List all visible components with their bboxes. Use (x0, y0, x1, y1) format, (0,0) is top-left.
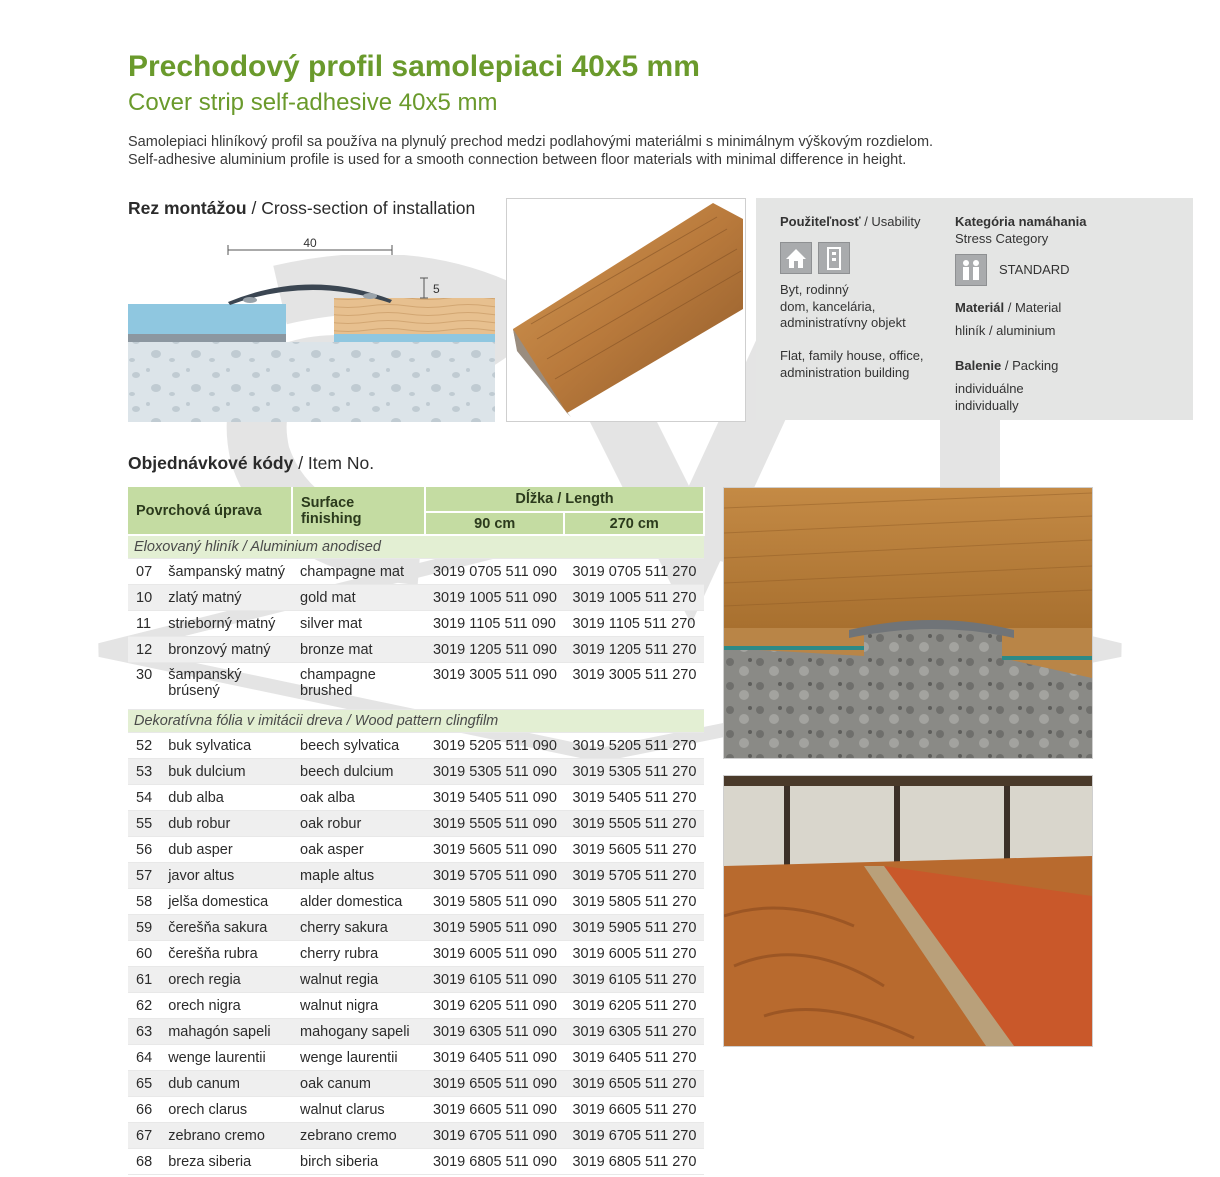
item-number: 10 (128, 585, 160, 611)
table-row (128, 889, 704, 915)
code-90cm: 3019 5305 511 090 (425, 759, 565, 785)
intro-en: Self-adhesive aluminium profile is used for a smooth connection between floor materials with minimal difference in height. (128, 152, 907, 168)
finish-sk: zlatý matný (160, 585, 292, 611)
code-90cm: 3019 6305 511 090 (425, 1019, 565, 1045)
code-90cm: 3019 6605 511 090 (425, 1097, 565, 1123)
column-header-length: Dĺžka / Length (425, 487, 704, 512)
finish-sk: dub canum (160, 1071, 292, 1097)
finish-en: oak canum (292, 1071, 425, 1097)
finish-sk: zebrano cremo (160, 1123, 292, 1149)
code-90cm: 3019 6805 511 090 (425, 1149, 565, 1175)
item-number: 30 (128, 663, 160, 710)
item-number: 68 (128, 1149, 160, 1175)
stress-heading-bold: Kategória namáhania (955, 214, 1087, 229)
code-90cm: 3019 5605 511 090 (425, 837, 565, 863)
code-270cm: 3019 6505 511 270 (564, 1071, 704, 1097)
table-row (128, 663, 704, 710)
dimension-width-label: 40 (303, 236, 317, 250)
usability-sk (780, 282, 906, 332)
table-row (128, 915, 704, 941)
code-270cm: 3019 1205 511 270 (564, 637, 704, 663)
code-270cm: 3019 5905 511 270 (564, 915, 704, 941)
cross-section-diagram (128, 230, 495, 422)
finish-en: wenge laurentii (292, 1045, 425, 1071)
code-90cm: 3019 6005 511 090 (425, 941, 565, 967)
usability-heading-rest: / Usability (860, 214, 921, 229)
packing-heading-bold: Balenie (955, 358, 1002, 373)
usability-en-line: administration building (780, 364, 910, 380)
finish-en: mahogany sapeli (292, 1019, 425, 1045)
code-270cm: 3019 5305 511 270 (564, 759, 704, 785)
code-270cm: 3019 6705 511 270 (564, 1123, 704, 1149)
table-row (128, 1097, 704, 1123)
cross-section-heading (128, 198, 475, 219)
finish-sk: breza siberia (160, 1149, 292, 1175)
item-number: 60 (128, 941, 160, 967)
code-90cm: 3019 1205 511 090 (425, 637, 565, 663)
table-row (128, 559, 704, 585)
item-number: 59 (128, 915, 160, 941)
table-row (128, 1019, 704, 1045)
code-90cm: 3019 5205 511 090 (425, 733, 565, 759)
code-270cm: 3019 6605 511 270 (564, 1097, 704, 1123)
finish-en: cherry sakura (292, 915, 425, 941)
item-number: 66 (128, 1097, 160, 1123)
finish-en: zebrano cremo (292, 1123, 425, 1149)
code-90cm: 3019 5505 511 090 (425, 811, 565, 837)
items-heading (128, 453, 374, 474)
installed-profile-photo (723, 487, 1093, 759)
info-panel (756, 198, 1193, 420)
intro-text (128, 133, 933, 169)
packing-value-sk: individuálne (955, 381, 1024, 396)
code-90cm: 3019 6505 511 090 (425, 1071, 565, 1097)
item-number: 53 (128, 759, 160, 785)
material-heading (955, 300, 1061, 317)
code-90cm: 3019 6205 511 090 (425, 993, 565, 1019)
page-title: Prechodový profil samolepiaci 40x5 mm (128, 50, 700, 83)
table-row (128, 1123, 704, 1149)
table-group-row (128, 710, 704, 733)
finish-sk: dub asper (160, 837, 292, 863)
material-value: hliník / aluminium (955, 323, 1056, 338)
stress-value: STANDARD (999, 262, 1070, 277)
finish-en: maple altus (292, 863, 425, 889)
finish-en: walnut regia (292, 967, 425, 993)
finish-sk: buk sylvatica (160, 733, 292, 759)
finish-sk: šampanský brúsený (160, 663, 292, 710)
table-row (128, 611, 704, 637)
finish-en: alder domestica (292, 889, 425, 915)
code-270cm: 3019 6205 511 270 (564, 993, 704, 1019)
finish-sk: javor altus (160, 863, 292, 889)
finish-sk: orech clarus (160, 1097, 292, 1123)
people-icon (955, 254, 987, 286)
item-number: 54 (128, 785, 160, 811)
code-90cm: 3019 5705 511 090 (425, 863, 565, 889)
code-90cm: 3019 1005 511 090 (425, 585, 565, 611)
packing-value-en: individually (955, 397, 1019, 413)
column-header-90cm: 90 cm (425, 512, 565, 535)
table-row (128, 941, 704, 967)
packing-values (955, 381, 1024, 414)
usability-heading (780, 214, 921, 231)
code-270cm: 3019 5405 511 270 (564, 785, 704, 811)
packing-heading (955, 358, 1058, 375)
house-icon (780, 242, 812, 274)
finish-en: walnut nigra (292, 993, 425, 1019)
table-row (128, 785, 704, 811)
item-table-body (128, 535, 704, 1175)
column-header-270cm: 270 cm (564, 512, 704, 535)
item-number: 67 (128, 1123, 160, 1149)
finish-sk: wenge laurentii (160, 1045, 292, 1071)
cross-section-heading-bold: Rez montážou (128, 198, 247, 218)
finish-sk: šampanský matný (160, 559, 292, 585)
dimension-height-label: 5 (433, 282, 440, 296)
table-row (128, 637, 704, 663)
finish-en: oak robur (292, 811, 425, 837)
finish-en: walnut clarus (292, 1097, 425, 1123)
item-number: 52 (128, 733, 160, 759)
usability-sk-line: Byt, rodinný (780, 282, 849, 297)
table-row (128, 811, 704, 837)
finish-sk: orech nigra (160, 993, 292, 1019)
finish-en: oak alba (292, 785, 425, 811)
finish-en: bronze mat (292, 637, 425, 663)
finish-sk: čerešňa sakura (160, 915, 292, 941)
item-number: 58 (128, 889, 160, 915)
page-subtitle: Cover strip self-adhesive 40x5 mm (128, 89, 498, 116)
code-270cm: 3019 5805 511 270 (564, 889, 704, 915)
item-number: 64 (128, 1045, 160, 1071)
material-heading-rest: / Material (1004, 300, 1062, 315)
column-header-surface-en: Surface finishing (292, 487, 425, 535)
finish-en: champagne mat (292, 559, 425, 585)
code-270cm: 3019 0705 511 270 (564, 559, 704, 585)
finish-sk: dub robur (160, 811, 292, 837)
column-header-surface-sk: Povrchová úprava (128, 487, 292, 535)
finish-en: champagne brushed (292, 663, 425, 710)
code-90cm: 3019 1105 511 090 (425, 611, 565, 637)
code-90cm: 3019 6705 511 090 (425, 1123, 565, 1149)
intro-sk: Samolepiaci hliníkový profil sa používa na plynulý prechod medzi podlahovými materiálmi s minimálnym výškovým rozdielom. (128, 134, 934, 150)
cross-section-heading-rest: / Cross-section of installation (246, 198, 476, 218)
finish-en: cherry rubra (292, 941, 425, 967)
finish-sk: strieborný matný (160, 611, 292, 637)
code-90cm: 3019 5805 511 090 (425, 889, 565, 915)
finish-en: beech sylvatica (292, 733, 425, 759)
table-row (128, 1071, 704, 1097)
usability-heading-bold: Použiteľnosť (780, 214, 861, 229)
usability-en (780, 348, 924, 381)
finish-sk: čerešňa rubra (160, 941, 292, 967)
finish-sk: buk dulcium (160, 759, 292, 785)
table-row (128, 585, 704, 611)
code-270cm: 3019 1105 511 270 (564, 611, 704, 637)
code-90cm: 3019 6105 511 090 (425, 967, 565, 993)
finish-sk: jelša domestica (160, 889, 292, 915)
stress-heading (955, 214, 1087, 247)
item-number: 55 (128, 811, 160, 837)
code-270cm: 3019 3005 511 270 (564, 663, 704, 710)
items-heading-bold: Objednávkové kódy (128, 453, 294, 473)
packing-heading-rest: / Packing (1001, 358, 1059, 373)
finish-sk: dub alba (160, 785, 292, 811)
table-row (128, 1045, 704, 1071)
table-row (128, 733, 704, 759)
code-270cm: 3019 5505 511 270 (564, 811, 704, 837)
finish-en: birch siberia (292, 1149, 425, 1175)
code-270cm: 3019 5605 511 270 (564, 837, 704, 863)
product-photo (506, 198, 746, 422)
finish-sk: mahagón sapeli (160, 1019, 292, 1045)
usability-en-line: Flat, family house, office, (780, 348, 924, 363)
table-row (128, 993, 704, 1019)
code-270cm: 3019 6005 511 270 (564, 941, 704, 967)
floor-photo (723, 775, 1093, 1047)
item-number: 57 (128, 863, 160, 889)
code-270cm: 3019 6805 511 270 (564, 1149, 704, 1175)
table-row (128, 1149, 704, 1175)
item-number: 63 (128, 1019, 160, 1045)
code-270cm: 3019 6305 511 270 (564, 1019, 704, 1045)
finish-en: oak asper (292, 837, 425, 863)
finish-en: silver mat (292, 611, 425, 637)
item-table (128, 487, 705, 1175)
code-90cm: 3019 0705 511 090 (425, 559, 565, 585)
code-270cm: 3019 6105 511 270 (564, 967, 704, 993)
usability-sk-line: dom, kancelária, (780, 298, 876, 314)
stress-heading-en: Stress Category (955, 230, 1049, 246)
item-number: 11 (128, 611, 160, 637)
item-number: 65 (128, 1071, 160, 1097)
code-90cm: 3019 5405 511 090 (425, 785, 565, 811)
code-90cm: 3019 3005 511 090 (425, 663, 565, 710)
finish-en: gold mat (292, 585, 425, 611)
code-90cm: 3019 6405 511 090 (425, 1045, 565, 1071)
item-number: 56 (128, 837, 160, 863)
table-row (128, 837, 704, 863)
finish-sk: bronzový matný (160, 637, 292, 663)
code-270cm: 3019 1005 511 270 (564, 585, 704, 611)
code-270cm: 3019 6405 511 270 (564, 1045, 704, 1071)
item-number: 07 (128, 559, 160, 585)
table-row (128, 967, 704, 993)
item-number: 61 (128, 967, 160, 993)
table-row (128, 759, 704, 785)
table-row (128, 863, 704, 889)
items-heading-rest: / Item No. (293, 453, 375, 473)
table-group-row (128, 535, 704, 559)
finish-en: beech dulcium (292, 759, 425, 785)
office-building-icon (818, 242, 850, 274)
code-90cm: 3019 5905 511 090 (425, 915, 565, 941)
item-number: 12 (128, 637, 160, 663)
group-label: Eloxovaný hliník / Aluminium anodised (128, 535, 704, 559)
code-270cm: 3019 5705 511 270 (564, 863, 704, 889)
material-heading-bold: Materiál (955, 300, 1005, 315)
usability-sk-line: administratívny objekt (780, 315, 906, 330)
code-270cm: 3019 5205 511 270 (564, 733, 704, 759)
item-number: 62 (128, 993, 160, 1019)
finish-sk: orech regia (160, 967, 292, 993)
group-label: Dekoratívna fólia v imitácii dreva / Wood pattern clingfilm (128, 710, 704, 733)
